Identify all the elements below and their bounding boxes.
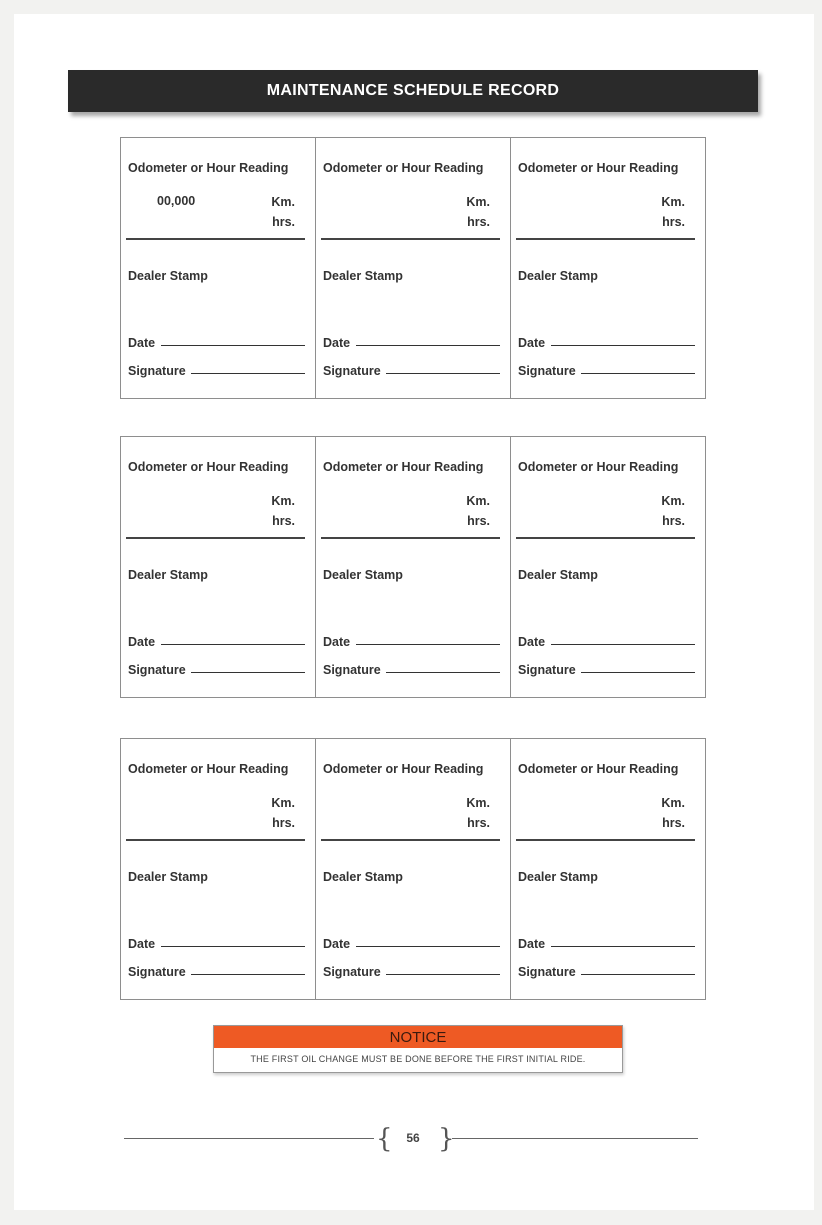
km-label: Km. — [271, 796, 295, 810]
record-cell — [511, 138, 705, 398]
dealer-stamp-label: Dealer Stamp — [518, 568, 598, 582]
date-label: Date — [128, 635, 156, 649]
date-label: Date — [128, 336, 156, 350]
record-block-2 — [120, 436, 706, 698]
date-field[interactable] — [551, 946, 695, 947]
odometer-label: Odometer or Hour Reading — [518, 161, 679, 175]
record-cell — [121, 138, 316, 398]
date-field[interactable] — [551, 345, 695, 346]
dealer-stamp-label: Dealer Stamp — [128, 870, 208, 884]
record-cell — [316, 138, 511, 398]
divider — [126, 537, 305, 539]
date-field[interactable] — [356, 946, 500, 947]
right-brace-icon: } — [438, 1124, 455, 1154]
odometer-label: Odometer or Hour Reading — [323, 460, 484, 474]
notice-text: THE FIRST OIL CHANGE MUST BE DONE BEFORE THE FIRST INITIAL RIDE. — [250, 1054, 586, 1064]
date-label: Date — [323, 937, 351, 951]
divider — [321, 537, 500, 539]
page-title: MAINTENANCE SCHEDULE RECORD — [68, 70, 758, 112]
km-label: Km. — [466, 494, 490, 508]
date-label: Date — [518, 635, 546, 649]
km-label: Km. — [271, 494, 295, 508]
km-label: Km. — [661, 796, 685, 810]
signature-label: Signature — [128, 364, 186, 378]
signature-label: Signature — [128, 663, 186, 677]
hrs-label: hrs. — [662, 816, 685, 830]
date-label: Date — [518, 336, 546, 350]
signature-field[interactable] — [191, 373, 305, 374]
date-field[interactable] — [551, 644, 695, 645]
hrs-label: hrs. — [467, 215, 490, 229]
signature-label: Signature — [518, 364, 576, 378]
odometer-label: Odometer or Hour Reading — [518, 762, 679, 776]
hrs-label: hrs. — [662, 514, 685, 528]
record-cell — [121, 739, 316, 999]
signature-label: Signature — [323, 364, 381, 378]
date-label: Date — [323, 336, 351, 350]
date-field[interactable] — [161, 345, 305, 346]
date-label: Date — [128, 937, 156, 951]
divider — [516, 839, 695, 841]
record-cell — [316, 739, 511, 999]
signature-field[interactable] — [581, 974, 695, 975]
record-cell — [511, 437, 705, 697]
hrs-label: hrs. — [272, 816, 295, 830]
km-label: Km. — [271, 195, 295, 209]
signature-label: Signature — [128, 965, 186, 979]
dealer-stamp-label: Dealer Stamp — [323, 568, 403, 582]
record-cell — [316, 437, 511, 697]
divider — [126, 839, 305, 841]
date-field[interactable] — [161, 644, 305, 645]
signature-field[interactable] — [191, 672, 305, 673]
signature-label: Signature — [323, 965, 381, 979]
signature-field[interactable] — [581, 373, 695, 374]
page-number: 56 — [406, 1131, 420, 1145]
signature-field[interactable] — [386, 672, 500, 673]
signature-label: Signature — [518, 965, 576, 979]
notice-box — [213, 1025, 623, 1073]
km-label: Km. — [661, 494, 685, 508]
footer-rule-left — [124, 1138, 374, 1139]
divider — [321, 839, 500, 841]
odometer-label: Odometer or Hour Reading — [323, 762, 484, 776]
date-label: Date — [323, 635, 351, 649]
hrs-label: hrs. — [662, 215, 685, 229]
divider — [126, 238, 305, 240]
hrs-label: hrs. — [467, 816, 490, 830]
dealer-stamp-label: Dealer Stamp — [518, 269, 598, 283]
km-label: Km. — [661, 195, 685, 209]
odometer-label: Odometer or Hour Reading — [323, 161, 484, 175]
divider — [516, 537, 695, 539]
hrs-label: hrs. — [272, 514, 295, 528]
signature-field[interactable] — [386, 974, 500, 975]
dealer-stamp-label: Dealer Stamp — [323, 870, 403, 884]
record-cell — [121, 437, 316, 697]
date-label: Date — [518, 937, 546, 951]
signature-label: Signature — [323, 663, 381, 677]
date-field[interactable] — [161, 946, 305, 947]
hrs-label: hrs. — [467, 514, 490, 528]
record-block-1 — [120, 137, 706, 399]
hrs-label: hrs. — [272, 215, 295, 229]
signature-field[interactable] — [581, 672, 695, 673]
date-field[interactable] — [356, 345, 500, 346]
odometer-label: Odometer or Hour Reading — [518, 460, 679, 474]
signature-field[interactable] — [386, 373, 500, 374]
left-brace-icon: { — [376, 1124, 393, 1154]
notice-title: NOTICE — [214, 1026, 622, 1048]
dealer-stamp-label: Dealer Stamp — [323, 269, 403, 283]
odometer-label: Odometer or Hour Reading — [128, 762, 289, 776]
signature-label: Signature — [518, 663, 576, 677]
dealer-stamp-label: Dealer Stamp — [518, 870, 598, 884]
odometer-value-field[interactable]: 00,000 — [157, 194, 196, 208]
divider — [516, 238, 695, 240]
divider — [321, 238, 500, 240]
dealer-stamp-label: Dealer Stamp — [128, 568, 208, 582]
odometer-label: Odometer or Hour Reading — [128, 460, 289, 474]
record-cell — [511, 739, 705, 999]
signature-field[interactable] — [191, 974, 305, 975]
odometer-label: Odometer or Hour Reading — [128, 161, 289, 175]
footer-rule-right — [452, 1138, 698, 1139]
record-block-3 — [120, 738, 706, 1000]
km-label: Km. — [466, 796, 490, 810]
date-field[interactable] — [356, 644, 500, 645]
dealer-stamp-label: Dealer Stamp — [128, 269, 208, 283]
km-label: Km. — [466, 195, 490, 209]
